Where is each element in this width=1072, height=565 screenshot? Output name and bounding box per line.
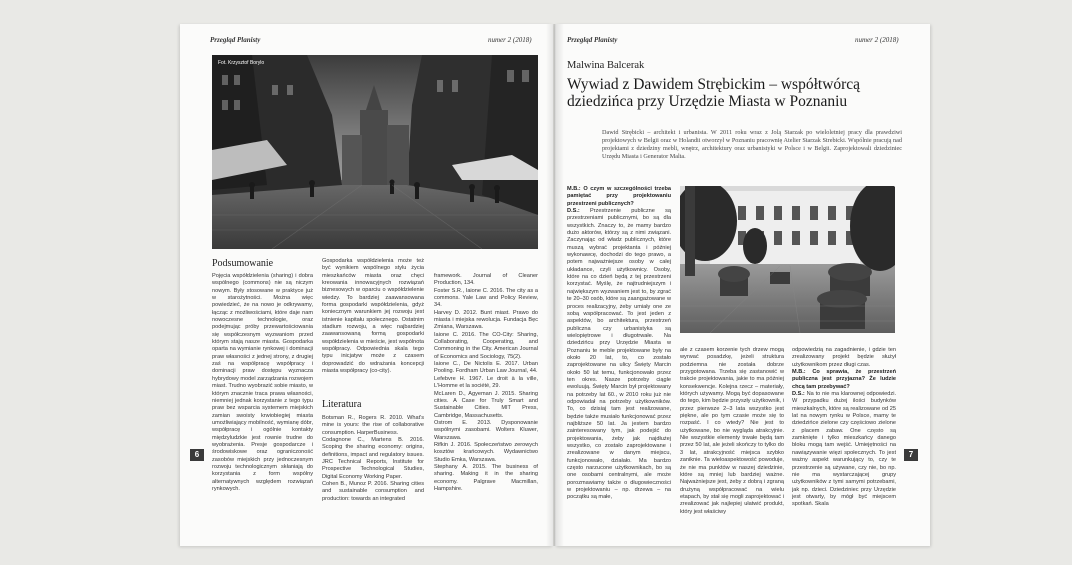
right-page [555,24,930,546]
literature-heading: Literatura [322,399,362,410]
summary-paragraph-2: Gospodarka współdzielenia może też być wynikiem wspólnego stylu życia mieszkańców miasta oraz chęci kreowania innowacyjnych rozwiązań biznesowych w oparciu o współdzielenie wiedzy. To bardziej zaawansowana forma gospodarki współdzielenia, gdyż koniecznym warunkiem jej rozwoju jest istnienie kapitału społecznego. Ostatnim stadium rozwoju, a więc najbardziej zaawansowaną formą gospodarki współdzielenia w mieście, jest wspólnota współpracy. Odpowiednia skala tego typu inicjatyw może z czasem doprowadzić do wdrażania koncepcji miasta współpracy (co-city). [322,258,424,375]
question-1: M.B.: O czym w szczególności trzeba pamiętać przy projektowaniu przestrzeni publicznych? [567,186,671,207]
answer-label-2: D.S.: [792,391,805,398]
interview-col3 [792,347,896,540]
reference-item: Botsman R., Rogers R. 2010. What's mine is yours: the rise of collaborative consumption. HarperBusiness. [322,415,424,436]
reference-item: Harvey D. 2012. Bunt miast. Prawo do miasta i miejska rewolucja. Fundacja Bęc Zmiana, Warszawa. [434,309,538,331]
left-header-brand: Przegląd Planisty [210,36,261,44]
street-photo-graphic [212,55,538,249]
summary-text-col2 [322,258,424,383]
reference-item: Lefebvre H. 1967. Le droit à la ville, L'Homme et la société, 29. [434,375,538,390]
magazine-spread [180,24,930,546]
reference-item: Codagnone C., Martens B. 2016. Scoping the sharing economy: origins, definitions, impact and regulatory issues. JRC Technical Reports, Institute for Prospective Technological Studies, Digital Economy Working Paper. [322,437,424,480]
literature-col2 [322,415,424,539]
summary-text-col1 [212,273,313,539]
reference-item: Iaione C. 2016. The CO-City: Sharing, Collaborating, Cooperating, and Commoning in the City. American Journal of Economics and Sociology, 75(2). [434,331,538,360]
reference-item: framework. Journal of Cleaner Production, 134. [434,273,538,287]
summary-paragraph: Pojęcia współdzielenia (sharing) i dobra wspólnego (commons) nie są niczym nowym. Były stosowane w praktyce już w starożytności. Można więc powiedzieć, że na nowo je odkrywamy, łącząc z możliwościami, które daje nam nowoczesne technologie, oraz podejmując próby przewartościowania się współczesnym wyzwaniom przed którym stają nasze miasta. Gospodarka oparta na wymianie rynkowej i dominacji praw własności z jednej strony, z drugiej zaś na współpracę współpracy i dominacji praw dostępu wyznacza hybrydowy model zarządzania rozwojem miast. Trudno wyobrazić sobie miasto, w którym znacznie traca prawa własności, niemniej jednak korzystanie z tego typu praw bez wsparcia systemem miejskich zamian swoisty krwiobiegiej miasta umożliwiający mobilność, wymianę dóbr, współpracę i ogólnie kontakty międzyludzkie jest rownie trudne do wyobrażenia. Presje gospodarcze i środowiskowe oraz ograniczoność zasobów miejskich przy jednoczesnym rozwoju technologicznym skłaniają do korzystania z form wspólny alternatywnych względem rozwiązań rynkowych. [212,273,313,492]
street-photo [212,55,538,249]
photo-credit: Fot. Krzysztof Borylo [218,60,265,66]
interview-col2 [680,347,784,540]
book-gutter [546,24,564,546]
answer-2-text: Na to nie ma klarownej odpowiedzi. W przypadku dużej ilości budynków mieszkalnych, które są realizowane od 25 lat na nowym rynku w Polsce, mamy te dziedzińce zielone czy częściowo zielone z placem zabaw. One często są zamknięte i tylko mieszkańcy danego bloku mogą tam wejść. Umiejętności na nawiązywanie więzi społecznych. To jest ważny aspekt warunkujący to, czy te przestrzenie są używane, czy nie, bo np. nie ma wystarczającej grupy użytkowników z tymi samymi potrzebami, jak np. dzieci. Dziedziniec przy Urzędzie jest otwarty, by mógł być miejscem spotkań. Skala [792,391,896,508]
answer-label: D.S.: [567,208,580,215]
reference-item: Cohen B., Munoz P. 2016. Sharing cities and sustainable consumption and production: towards an integrated [322,481,424,502]
courtyard-photo-graphic [680,186,895,333]
summary-heading: Podsumowanie [212,258,274,269]
question-2: M.B.: Co sprawia, że przestrzeń publiczna jest przyjazna? Że ludzie chcą tam przebywać? [792,369,896,390]
answer-1-text: Przestrzenie publiczne są przestrzeniami publicznymi, bo są dla wszystkich. Znaczy to, że mamy bardzo dużo aktorów, którzy są z nimi związani. Zaczynając od władz publicznych, które muszą wybrać projektanta i później wykonawcę, dochodzi do tego prawo, a potem najważniejsze osoby w całej układance, czyli użytkownicy. Osoby, które na co dzień będą z tej przestrzeni korzystać. Myślę, że najtrudniejszym i największym wyzwaniem jest to, by zgrać te 20–30 osób, które są zaangażowane w proces realizacyjny, żeby umiały one ze sobą współpracować. To jest jeden z aspektów, bo architektura, przestrzeń publiczna czy urbanistyka są wielopiętrowe i długotrwałe. Na dziedzińcu przy Urzędzie Miasta w Poznaniu te meble projektowane były na około 20 lat, to, co zostało zaprojektowane na ulicy Święty Marcin około 50 lat temu, funkcjonowało przez ten okres. Nasze potrzeby ciągle ewoluują. Święty Marcin był projektowany na potrzeby lat 60., w 2010 roku już nie odpowiadał na potrzeby użytkowników. To, co dzisiaj tam jest realizowane, będzie także musiało funkcjonować przez najbliższe 50 lat. Ja jestem bardzo zainteresowany tym, jak podejść do projektowania, żeby jak najdłużej wszystko, co zostało zaprojektowane i zrealizowane w danym miejscu, funkcjonowało, działało. Ma bardzo często narzucone użytkownikach, bo są one osobami centralnymi, ale może porozmawiamy także o długowieczności w projektowaniu – np. drzewa – na początku są małe, [567,208,671,501]
article-title: Wywiad z Dawidem Strębickim – współtwórcą dziedzińca przy Urzędzie Miasta w Poznaniu [567,76,861,110]
answer-1-end: odpowiedzią na zagadnienie, i gdzie ten zrealizowany projekt będzie służył użytkownikom przez długi czas. [792,347,896,368]
interview-col1 [567,186,671,540]
answer-1-continued: ale z czasem korzenie tych drzew mogą wyrwać posadzkę, jeżeli struktura podziemna nie została dobrze przygotowana. Trzeba się zastanowić w trakcie projektowania, jakie to ma później konsekwencje. Kolejna rzecz – materiały, których używamy. Mogą być dopasowane do tego, kim będzie przyszły użytkownik, i przez pierwsze 2–3 lata wszystko jest piękne, ale po tym czasie może się to rozpaść. I co wtedy? Nie jest to użytkowane, bo nie wygląda atrakcyjnie. Nie wszystkie elementy trwałe będą tam przez 50 lat, ale jeżeli skończy to tylko do 3 lat, atrakcyjność miejsca szybko zaniknie. Ta wieloaspektowość powoduje, że nie ma punktów w naszej dziedzinie, które są mniej lub bardziej ważne. Najważniejsze jest, żeby z dobrą i zgraną drużyną współpracować na wielu etapach, by stał się mogli zaprojektować i zrealizować jak najlepiej ułatwić produkt, który jest właściwy [680,347,784,515]
reference-item: McLaren D., Agyeman J. 2015. Sharing cities. A Case for Truly Smart and Sustainable Cities. MIT Press, Cambridge, Massachusetts. [434,390,538,419]
reference-item: Iaione C., De Nictolis E. 2017. Urban Pooling. Fordham Urban Law Journal, 44. [434,361,538,375]
reference-item: Stephany A. 2015. The business of sharing. Making it in the sharing economy. Palgrave Macmillan, Hampshire. [434,463,538,492]
article-author: Malwina Balcerak [567,60,645,71]
courtyard-photo [680,186,895,333]
page-number-right: 7 [904,449,918,461]
left-page [180,24,553,546]
right-header-issue: numer 2 (2018) [855,36,899,44]
reference-item: Foster S.R., Iaione C. 2016. The city as a commons. Yale Law and Policy Review, 34. [434,287,538,309]
left-header-issue: numer 2 (2018) [488,36,532,44]
reference-item: Ostrom E. 2013. Dysponowanie wspólnymi zasobami. Wolters Kluwer, Warszawa. [434,419,538,441]
reference-item: Rifkin J. 2016. Społeczeństwo zerowych kosztów krańcowych. Wydawnictwo Studio Emka, Warszawa. [434,441,538,463]
article-lead: Dawid Strębicki – architekt i urbanista. W 2011 roku wraz z Jolą Starzak po wieloletniej pracy dla prawdziwi projektowych w Belgii oraz w Holandii otworzył w Poznaniu pracownię Atelier Starzak Strebicki. Wspólnie pracują nad projektami z dziedziny mebli, wnętrz, architektury oraz urbanistyki w Polsce i w Belgii. Zaprojektowali dziedziniec Urzędu Miasta i Generator Malta. [602,129,902,160]
literature-col3 [434,273,538,539]
right-header-brand: Przegląd Planisty [567,36,618,44]
page-number-left: 6 [190,449,204,461]
